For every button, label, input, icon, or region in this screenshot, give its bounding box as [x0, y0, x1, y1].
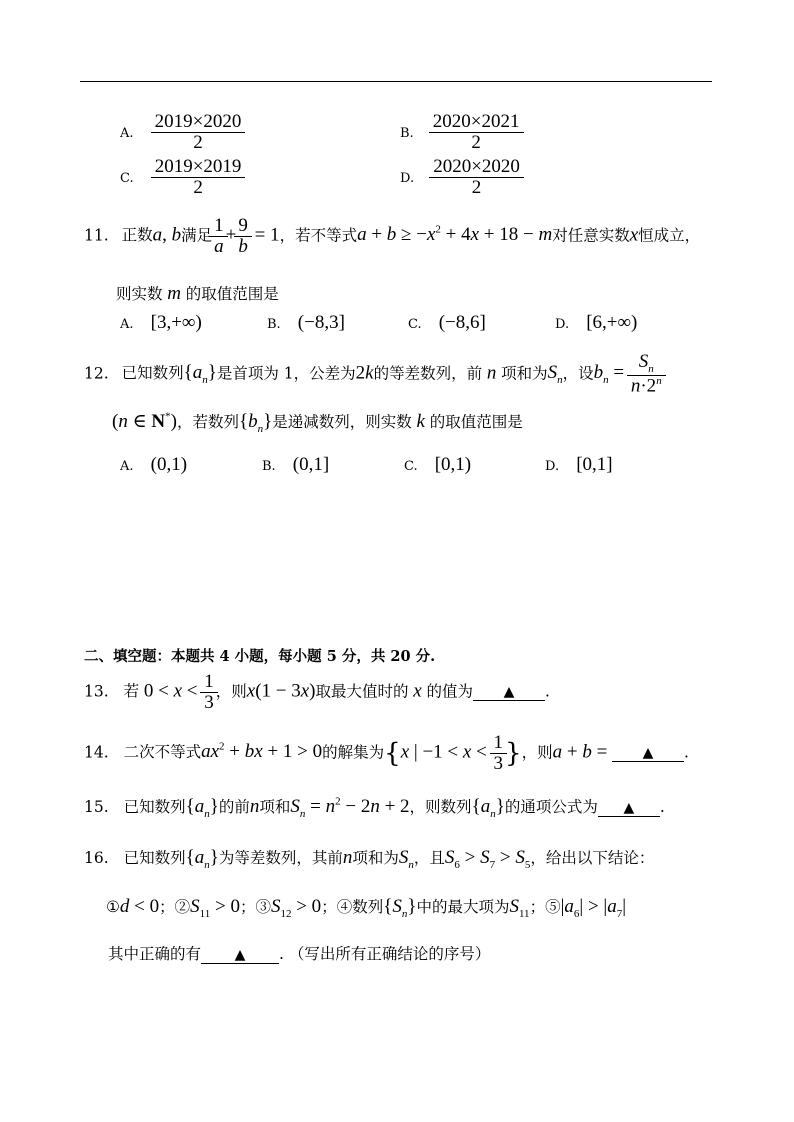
- q15-text: 已知数列: [123, 798, 186, 816]
- fraction-9-over-b: $\frac{9}{b}$: [236, 216, 250, 257]
- option-label: B.: [267, 317, 281, 332]
- q12-line1: 12. 已知数列$\{a_n\}$是首项为 1，公差为2k的等差数列，前 n 项和为$S_n$，设$b_n$ = $\frac{S_n}{n\cdot 2^n}$: [84, 352, 664, 397]
- fraction-bn: $\frac{S_n}{n\cdot 2^n}$: [629, 352, 664, 397]
- q16-text: ，且: [413, 849, 445, 867]
- q11-text: 恒成立，: [638, 226, 701, 245]
- period: .: [684, 743, 689, 762]
- q12-option-d: [545, 454, 613, 476]
- q12-text: 是首项为 1，公差为: [216, 364, 356, 383]
- q16-text: 已知数列: [123, 849, 186, 867]
- math: a: [152, 224, 163, 246]
- q16-text: 其中正确的有: [108, 945, 202, 963]
- q12-text: 的等差数列，前: [373, 364, 483, 383]
- q10-option-d: [400, 157, 522, 198]
- q11-text: 正数: [121, 226, 153, 245]
- option-label: A.: [120, 459, 134, 474]
- option-label: D.: [400, 170, 415, 186]
- option-value: [3,+∞): [150, 312, 202, 333]
- answer-blank[interactable]: [473, 682, 545, 701]
- q16-line2: ①d < 0；$②S_{11} > 0$；$③S_{12} > 0$；④数列$\{S_n\}$中的最大项为$S_{11}$；$⑤|a_6| > |a_7|$: [106, 896, 627, 920]
- q11-line2: 则实数 m 的取值范围是: [116, 283, 279, 304]
- q12-option-a: [120, 454, 187, 476]
- numerator: 2019×2019: [154, 156, 242, 177]
- option-value: (0,1]: [292, 454, 330, 475]
- inequality-math: $a + b \ge -x^2 + 4x + 18 - m$: [357, 224, 553, 246]
- fraction-1-3: $\frac{1}{3}$: [492, 733, 506, 774]
- q12-text: 已知数列: [121, 364, 184, 383]
- q12-text: ，设: [562, 364, 594, 383]
- q16-text: 为等差数列，其前: [218, 849, 343, 867]
- option-label: C.: [404, 459, 418, 474]
- q11-text: ，若不等式: [279, 226, 358, 245]
- option-value: [0,1): [434, 454, 472, 475]
- q12-option-b: [262, 454, 329, 476]
- q15-text: ，则数列: [409, 798, 472, 816]
- q13-text: 取最大值时的: [315, 682, 409, 701]
- triangle-icon: ▲: [503, 684, 515, 701]
- q14-text: ，则: [521, 743, 553, 762]
- q15-text: 项和: [259, 798, 291, 816]
- q11-option-c: [408, 312, 486, 334]
- option-value: [6,+∞): [586, 312, 638, 333]
- numerator: 2020×2020: [433, 156, 520, 177]
- q16-text: ；⑤: [529, 898, 561, 916]
- q14-text: 的解集为: [322, 743, 385, 762]
- denominator: 2: [151, 177, 246, 198]
- answer-blank[interactable]: [598, 798, 660, 817]
- option-value: (0,1): [150, 454, 188, 475]
- section-title: 二、填空题：本题共 4 小题，每小题 5 分，共 20 分.: [84, 648, 436, 665]
- question-number: 13.: [84, 682, 109, 701]
- denominator: 2: [429, 132, 524, 153]
- q11-line1: 11. 正数a, b满足 $\frac{1}{a}$ + $\frac{9}{b}$ = 1，若不等式$a + b \ge -x^2 + 4x + 18 - m$对任意实数x恒成立，: [84, 215, 701, 257]
- q12-text: 项和为: [501, 364, 548, 383]
- option-value: (−8,6]: [438, 312, 486, 333]
- answer-blank[interactable]: [612, 743, 684, 762]
- q10-option-c: [120, 157, 243, 198]
- option-label: B.: [400, 125, 414, 141]
- q11-option-a: [120, 312, 202, 334]
- fraction: [153, 157, 244, 198]
- fraction: [153, 112, 244, 153]
- q16-text: 中的最大项为: [416, 898, 510, 916]
- q11-text: 对任意实数: [552, 226, 630, 245]
- triangle-icon: ▲: [623, 800, 635, 816]
- option-label: C.: [408, 317, 422, 332]
- q10-option-b: [400, 112, 522, 153]
- q15-text: 的通项公式为: [504, 798, 598, 816]
- q16-text: 项和为: [352, 849, 399, 867]
- question-number: 14.: [84, 743, 109, 762]
- triangle-icon: ▲: [642, 745, 654, 762]
- fraction: [431, 112, 522, 153]
- denominator: 2: [151, 132, 246, 153]
- answer-blank[interactable]: [201, 945, 279, 964]
- denominator: 2: [429, 177, 524, 198]
- option-label: D.: [545, 459, 560, 474]
- fraction-1-3: $\frac{1}{3}$: [202, 672, 216, 713]
- q14-line: 14. 二次不等式$ax^2$ + bx + 1 > 0的解集为{x | −1 < x < $\frac{1}{3}$ }，则a + b = ▲ .: [84, 732, 689, 774]
- numerator: 2019×2020: [154, 111, 242, 132]
- option-label: A.: [120, 317, 134, 332]
- period: .: [544, 682, 550, 701]
- question-number: 16.: [84, 849, 109, 867]
- question-number: 12.: [84, 364, 109, 383]
- option-label: B.: [262, 459, 276, 474]
- q16-text: ①: [106, 898, 120, 916]
- q15-text: 的前: [218, 798, 250, 816]
- q13-line: 13. 若 0 < x < $\frac{1}{3}$ ，则x(1 − 3x)取最大值时的 x 的值为 ▲ .: [84, 671, 550, 713]
- period: .: [659, 798, 665, 816]
- q16-text: . （写出所有正确结论的序号）: [279, 945, 491, 963]
- option-value: (−8,3]: [297, 312, 345, 333]
- q11-option-d: [555, 312, 637, 334]
- q10-option-a: [120, 112, 243, 153]
- triangle-icon: ▲: [234, 947, 246, 963]
- q13-text: ，则: [215, 682, 247, 701]
- q16-text: ；③: [239, 898, 271, 916]
- q16-line1: 16. 已知数列$\{a_n\}$为等差数列，其前n项和为$S_n$，且$S_6 > S_7 > S_5$，给出以下结论：: [84, 847, 655, 871]
- q15-line: 15. 已知数列$\{a_n\}$的前n项和$S_n = n^2 - 2n + 2$，则数列$\{a_n\}$的通项公式为 ▲ .: [84, 795, 665, 820]
- q12-text: 是递减数列，则实数: [272, 413, 412, 431]
- q12-line2: (n ∈ N*)，若数列$\{b_n\}$是递减数列，则实数 k 的取值范围是: [112, 410, 523, 435]
- option-label: D.: [555, 317, 570, 332]
- q12-option-c: [404, 454, 471, 476]
- fraction: [431, 157, 522, 198]
- option-value: [0,1]: [576, 454, 613, 475]
- q12-text: 的取值范围是: [429, 413, 523, 431]
- q11-text: 满足: [181, 226, 213, 245]
- q16-text: ；②: [159, 898, 191, 916]
- q16-text: ，给出以下结论：: [530, 849, 655, 867]
- q11-option-b: [267, 312, 345, 334]
- option-label: A.: [120, 125, 134, 141]
- q14-text: 二次不等式: [123, 743, 202, 762]
- q16-text: ；④数列: [321, 898, 384, 916]
- q11-text: 则实数: [116, 285, 163, 303]
- q16-line3: [108, 942, 490, 964]
- option-label: C.: [120, 170, 134, 186]
- question-number: 15.: [84, 798, 109, 816]
- q12-text: ，若数列: [176, 413, 239, 431]
- q13-text: 的值为: [426, 682, 473, 701]
- numerator: 2020×2021: [432, 111, 520, 132]
- header-rule: [80, 81, 712, 82]
- q13-text: 若: [123, 682, 140, 701]
- fraction-1-over-a: $\frac{1}{a}$: [212, 216, 226, 257]
- q11-text: 的取值范围是: [185, 285, 279, 303]
- question-number: 11.: [84, 226, 109, 245]
